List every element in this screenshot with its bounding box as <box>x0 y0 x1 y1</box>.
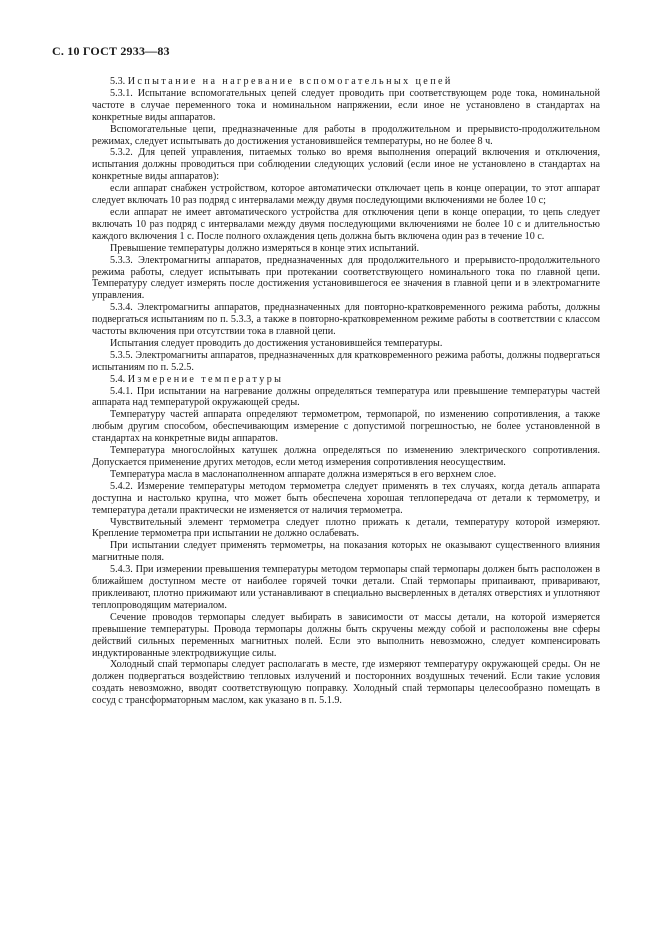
section-heading <box>92 374 600 386</box>
paragraph: 5.3.3. Электромагниты аппаратов, предназначенных для продолжительного и прерывисто-продолжительного режима работы, следует испытывать при протекании соответствующего номинального тока по главной цепи. Температуру следует измерять после достижения установившегося ее значения в главной цепи и в электромагните управления. <box>92 254 600 302</box>
section-title: Испытание на нагревание вспомогательных цепей <box>127 76 453 87</box>
paragraph: 5.3.2. Для цепей управления, питаемых только во время выполнения операций включения и отключения, испытания должны проводиться при соблюдении следующих условий (если иное не установлено в стандартах на конкретные виды аппаратов): <box>92 147 600 183</box>
section-number: 5.3. <box>110 76 126 87</box>
paragraph: если аппарат снабжен устройством, которое автоматически отключает цепь в конце операции, то этот аппарат следует включать 10 раз подряд с интервалами между двумя последующими включениями не более 10 с; <box>92 183 600 207</box>
paragraph: Сечение проводов термопары следует выбирать в зависимости от массы детали, на которой измеряется превышение температуры. Провода термопары должны быть скручены между собой и расположены вне сферы действий сильных переменных магнитных полей. Если это выполнить невозможно, следует компенсировать индуктированные электродвижущие силы. <box>92 611 600 659</box>
paragraph: Температура многослойных катушек должна определяться по изменению электрического сопротивления. Допускается применение других методов, если метод измерения сопротивления неосуществим. <box>92 445 600 468</box>
paragraph: Чувствительный элемент термометра следует плотно прижать к детали, температуру которой измеряют. Крепление термометра при испытании не должно ослабевать. <box>92 516 600 540</box>
paragraph: Температура масла в маслонаполненном аппарате должна измеряться в его верхнем слое. <box>110 468 497 480</box>
paragraph: 5.3.1. Испытание вспомогательных цепей следует проводить при соответствующем роде тока, номинальной частоте в случае переменного тока и номинальном напряжении, если иное не установлено в стандартах на конкретные виды аппаратов. <box>92 87 600 123</box>
page-header: С. 10 ГОСТ 2933—83 <box>52 44 170 58</box>
paragraph: Испытания следует проводить до достижения установившейся температуры. <box>110 337 443 349</box>
section-title: Измерение температуры <box>127 373 284 385</box>
section-number: 5.4. <box>110 373 126 385</box>
paragraph: 5.3.4. Электромагниты аппаратов, предназначенных для повторно-кратковременного режима работы, должны подвергаться испытаниям по п. 5.3.3, а также в повторно-кратковременном режиме работы в соответствии с классом частоты включения при отсутствии тока в главной цепи. <box>92 302 600 338</box>
paragraph: Вспомогательные цепи, предназначенные для работы в продолжительном и прерывисто-продолжительном режимах, следует испытывать до достижения установившейся температуры, но не более 8 ч. <box>92 123 600 147</box>
document-body <box>92 76 600 707</box>
paragraph: 5.3.5. Электромагниты аппаратов, предназначенных для кратковременного режима работы, должны подвергаться испытаниям по п. 5.2.5. <box>92 349 600 373</box>
paragraph: если аппарат не имеет автоматического устройства для отключения цепи в конце операции, то цепь следует включать 10 раз подряд с интервалами между двумя последующими включениями не более 10 с и длительностью каждого включения 1 с. После полного охлаждения цепь должна быть включена один раз в течение 10 с. <box>92 206 600 242</box>
paragraph: 5.4.1. При испытании на нагревание должны определяться температура или превышение температуры частей аппарата над температурой окружающей среды. <box>92 385 600 409</box>
paragraph: 5.4.2. Измерение температуры методом термометра следует применять в тех случаях, когда деталь аппарата доступна и настолько крупна, что может быть обеспечена хорошая теплопередача от детали к термометру, и температура детали практически не изменяется от наличия термометра. <box>92 480 600 516</box>
paragraph: Температуру частей аппарата определяют термометром, термопарой, по изменению сопротивления, а также любым другим способом, обеспечивающим измерение с допустимой погрешностью, не более установленной в стандартах на конкретные виды аппаратов. <box>92 409 600 445</box>
paragraph: При испытании следует применять термометры, на показания которых не оказывают существенного влияния магнитные поля. <box>92 540 600 564</box>
paragraph: Превышение температуры должно измеряться в конце этих испытаний. <box>110 242 420 254</box>
paragraph: 5.4.3. При измерении превышения температуры методом термопары спай термопары должен быть расположен в ближайшем доступном месте от наиболее горячей точки детали. Спай термопары припаивают, приваривают, приклеивают, плотно прижимают или устанавливают в специально высверленных в деталях отверстиях и уплотняют теплопроводящим материалом. <box>92 564 600 611</box>
section-heading <box>92 76 600 88</box>
paragraph: Холодный спай термопары следует располагать в месте, где измеряют температуру окружающей среды. Он не должен подвергаться воздействию тепловых излучений и посторонних воздушных течений. Если такие условия создать невозможно, вводят соответствующую поправку. Холодный спай термопары целесообразно помещать в сосуд с трансформаторным маслом, как указано в п. 5.1.9. <box>92 659 600 707</box>
